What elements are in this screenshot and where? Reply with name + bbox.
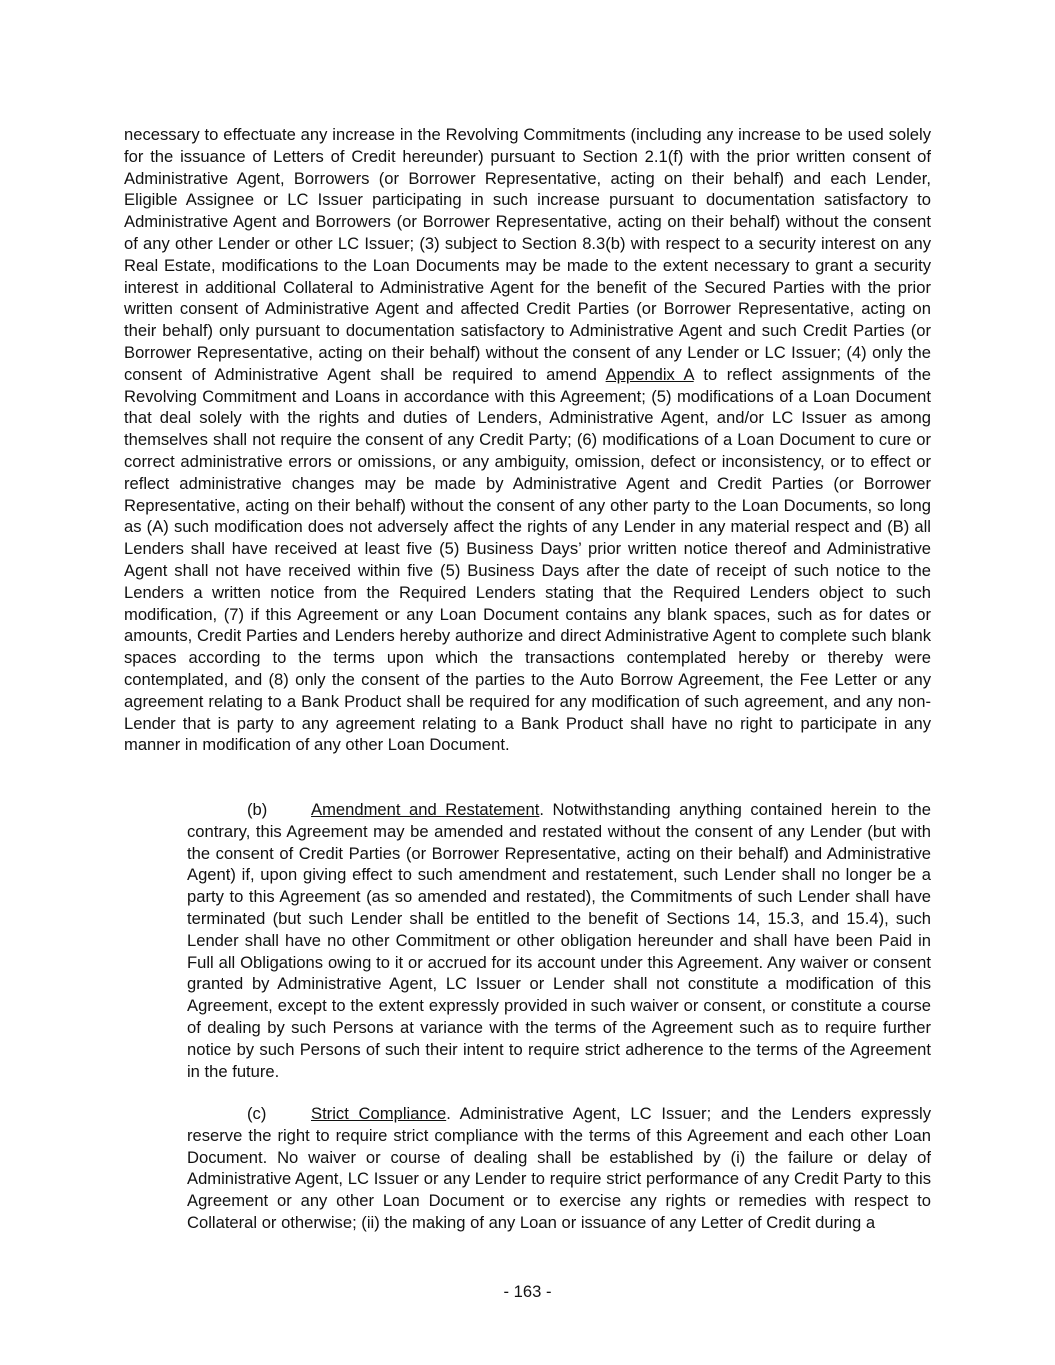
paragraph-c	[187, 1103, 931, 1234]
appendix-a-reference: Appendix A	[605, 364, 694, 384]
paragraph-c-heading: Strict Compliance	[311, 1104, 447, 1123]
paragraph-main-text-continued: to reflect assignments of the Revolving Commitment and Loans in accordance with this Agreement; (5) modifications of a Loan Document that deal solely with the rights and duties of Lenders, Administrative Agent, and/or LC Issuer as among themselves shall not require the consent of any Credit Party; (6) modifications of a Loan Document to cure or correct administrative errors or omissions, or any ambiguity, omission, defect or inconsistency, or to effect or reflect administrative changes may be made by Administrative Agent and Credit Parties (or Borrower Representative, acting on their behalf) without the consent of any other party to the Loan Documents, so long as (A) such modification does not adversely affect the rights of any Lender in any material respect and (B) all Lenders shall have received at least five (5) Business Days’ prior written notice thereof and Administrative Agent shall not have received within five (5) Business Days after the date of receipt of such notice to the Lenders a written notice from the Required Lenders stating that the Required Lenders object to such modification, (7) if this Agreement or any Loan Document contains any blank spaces, such as for dates or amounts, Credit Parties and Lenders hereby authorize and direct Administrative Agent to complete such blank spaces according to the terms upon which the transactions contemplated hereby or thereby were contemplated, and (8) only the consent of the parties to the Auto Borrow Agreement, the Fee Letter or any agreement relating to a Bank Product shall be required for any modification of such agreement, and any non-Lender that is party to any agreement relating to a Bank Product shall have no right to participate in any manner in modification of any other Loan Document.	[124, 364, 931, 755]
paragraph-b-marker: (b)	[247, 800, 268, 819]
paragraph-main	[124, 124, 931, 756]
paragraph-c-body: . Administrative Agent, LC Issuer; and the Lenders expressly reserve the right to require strict compliance with the terms of this Agreement and each other Loan Document. No waiver or course of dealing shall be established by (i) the failure or delay of Administrative Agent, LC Issuer or any Lender to require strict performance of any Credit Party to this Agreement or any other Loan Document or to exercise any rights or remedies with respect to Collateral or otherwise; (ii) the making of any Loan or issuance of any Letter of Credit during a	[187, 1104, 932, 1232]
paragraph-c-marker: (c)	[247, 1104, 267, 1123]
page-number: - 163 -	[503, 1282, 552, 1301]
paragraph-b-body: . Notwithstanding anything contained herein to the contrary, this Agreement may be amended and restated without the consent of any Lender (but with the consent of Credit Parties (or Borrower Representative, acting on their behalf) and Administrative Agent) if, upon giving effect to such amendment and restatement, such Lender shall no longer be a party to this Agreement (as so amended and restated), the Commitments of such Lender shall have terminated (but such Lender shall be entitled to the benefit of Sections 14, 15.3, and 15.4), such Lender shall have no other Commitment or other obligation hereunder and shall have been Paid in Full all Obligations owing to it or accrued for its account under this Agreement. Any waiver or consent granted by Administrative Agent, LC Issuer or Lender shall not constitute a modification of this Agreement, except to the extent expressly provided in such waiver or consent, or constitute a course of dealing by such Persons at variance with the terms of the Agreement such as to require further notice by such Persons of such their intent to require strict adherence to the terms of the Agreement in the future.	[187, 800, 932, 1081]
paragraph-b-heading: Amendment and Restatement	[311, 800, 540, 819]
paragraph-main-text: necessary to effectuate any increase in the Revolving Commitments (including any increase to be used solely for the issuance of Letters of Credit hereunder) pursuant to Section 2.1(f) with the prior written consent of Administrative Agent, Borrowers (or Borrower Representative, acting on their behalf) and each Lender, Eligible Assignee or LC Issuer participating in such increase pursuant to documentation satisfactory to Administrative Agent and Borrowers (or Borrower Representative, acting on their behalf) without the consent of any other Lender or other LC Issuer; (3) subject to Section 8.3(b) with respect to a security interest on any Real Estate, modifications to the Loan Documents may be made to the extent necessary to grant a security interest in additional Collateral to Administrative Agent for the benefit of the Secured Parties with the prior written consent of Administrative Agent and affected Credit Parties (or Borrower Representative, acting on their behalf) only pursuant to documentation satisfactory to Administrative Agent and such Credit Parties (or Borrower Representative, acting on their behalf) without the consent of any Lender or LC Issuer; (4) only the consent of Administrative Agent shall be required to amend	[124, 125, 931, 384]
paragraph-b	[187, 799, 931, 1082]
